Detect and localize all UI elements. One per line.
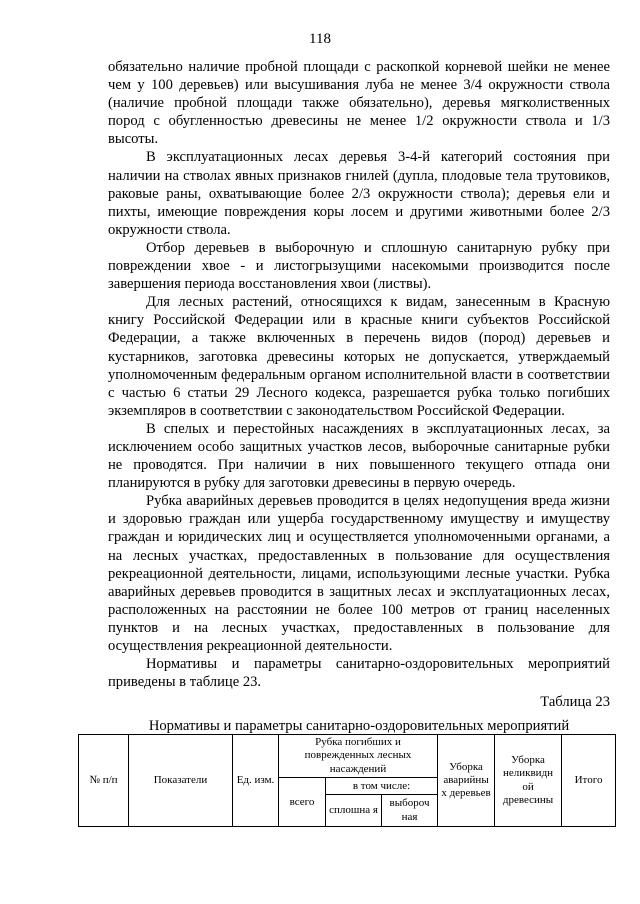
- table-label: Таблица 23: [540, 694, 610, 711]
- header-including: в том числе:: [326, 778, 438, 795]
- paragraph-mature-stands: В спелых и перестойных насаждениях в эксплуатационных лесах, за исключением особо защитных участков лесов, выборочные санитарные рубки не проводятся. При наличии в них повышенного текущего отпада они планируются в рубку для заготовки древесины в первую очередь.: [108, 420, 610, 492]
- header-emergency-trees: Уборка аварийны х деревьев: [438, 735, 495, 827]
- header-illiquid-wood: Уборка неликвидн ой древесины: [495, 735, 562, 827]
- header-total-sub: всего: [279, 778, 326, 827]
- header-indicator: Показатели: [129, 735, 233, 827]
- header-felling-group: Рубка погибших и поврежденных лесных насаждений: [279, 735, 438, 778]
- header-num: № п/п: [79, 735, 129, 827]
- paragraph-table-reference: Нормативы и параметры санитарно-оздоровительных мероприятий приведены в таблице 23.: [108, 656, 610, 691]
- table-title: Нормативы и параметры санитарно-оздоровительных мероприятий: [148, 718, 570, 735]
- body-text: [108, 58, 610, 735]
- header-selective-felling: выбороч ная: [382, 795, 438, 827]
- page-number: 118: [309, 31, 331, 47]
- paragraph-emergency-trees: Рубка аварийных деревьев проводится в целях недопущения вреда жизни и здоровью граждан или ущерба государственному имуществу и имуществу граждан и юридических лиц и осуществляется уполномоченными органами, а на лесных участках, предоставленных в пользование для осуществления рекреационной деятельности, лицами, использующими лесные участки. Рубка аварийных деревьев проводится в защитных лесах и эксплуатационных лесах, расположенных на расстоянии не более 100 метров от границ населенных пунктов и на лесных участках, предоставленных в пользование для осуществления рекреационной деятельности.: [108, 493, 610, 654]
- header-total: Итого: [562, 735, 616, 827]
- sanitary-measures-table: [78, 734, 616, 827]
- paragraph-continuation: обязательно наличие пробной площади с раскопкой корневой шейки не менее чем у 100 деревьев) или высушивания луба не менее 3/4 окружности ствола (наличие пробной площади также обязательно), деревья мягколиственных пород с обугленностью древесины не менее 1/2 окружности ствола и 1/3 высоты.: [108, 59, 610, 148]
- header-unit: Ед. изм.: [233, 735, 279, 827]
- paragraph-tree-selection: Отбор деревьев в выборочную и сплошную санитарную рубку при повреждении хвое - и листогрызущими насекомыми производится после завершения периода восстановления хвои (листвы).: [108, 239, 610, 293]
- paragraph-red-book: Для лесных растений, относящихся к видам, занесенным в Красную книгу Российской Федерации или в красные книги субъектов Российской Федерации, а также включенных в перечень видов (пород) деревьев и кустарников, заготовка древесины которых не допускается, утверждаемый уполномоченным федеральным органом исполнительной власти в соответствии с частью 6 статьи 29 Лесного кодекса, разрешается рубка только погибших экземпляров в соответствии с законодательством Российской Федерации.: [108, 294, 610, 419]
- paragraph-exploitation-forests: В эксплуатационных лесах деревья 3-4-й категорий состояния при наличии на стволах явных признаков гнилей (дупла, плодовые тела трутовиков, раковые раны, охватывающие более 2/3 окружности ствола); деревья ели и пихты, имеющие повреждения коры лосем и другими животными более 2/3 окружности ствола.: [108, 149, 610, 238]
- header-clear-felling: сплошна я: [326, 795, 382, 827]
